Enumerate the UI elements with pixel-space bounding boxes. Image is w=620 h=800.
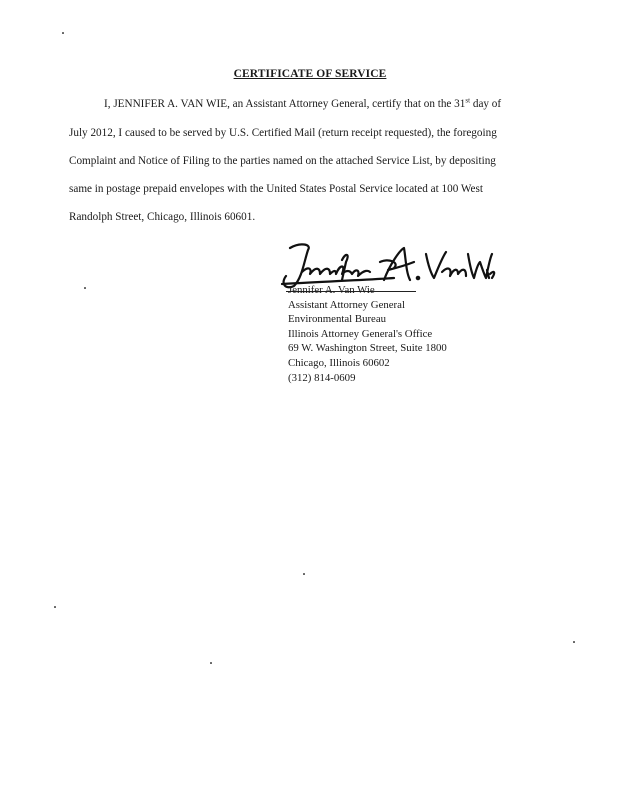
paragraph-line-2: July 2012, I caused to be served by U.S. Certified Mail (return receipt requested), the foregoing (69, 127, 497, 139)
paragraph-line-1 (104, 98, 501, 110)
signer-street: 69 W. Washington Street, Suite 1800 (288, 342, 447, 355)
scan-speck (573, 641, 575, 643)
paragraph-line-3: Complaint and Notice of Filing to the parties named on the attached Service List, by depositing (69, 155, 496, 167)
signer-city: Chicago, Illinois 60602 (288, 356, 390, 369)
paragraph-line-5: Randolph Street, Chicago, Illinois 60601. (69, 211, 256, 223)
scan-speck (303, 573, 305, 575)
signer-office: Illinois Attorney General's Office (288, 327, 433, 340)
line1-text: I, JENNIFER A. VAN WIE, an Assistant Attorney General, certify that on the 31 (104, 98, 466, 110)
signature-block (288, 283, 447, 385)
line1-tail: day of (470, 98, 502, 110)
ordinal-suffix: st (465, 96, 471, 105)
signer-name: Jennifer A. Van Wie (288, 284, 375, 296)
scan-speck (84, 287, 86, 289)
certificate-title: CERTIFICATE OF SERVICE (233, 68, 387, 80)
paragraph-line-4: same in postage prepaid envelopes with the United States Postal Service located at 100 West (69, 183, 483, 195)
scan-speck (54, 606, 56, 608)
signer-title: Assistant Attorney General (288, 298, 405, 311)
signer-bureau: Environmental Bureau (288, 313, 387, 326)
scan-speck (62, 32, 64, 34)
scan-speck (210, 662, 212, 664)
signer-phone: (312) 814-0609 (288, 371, 356, 384)
